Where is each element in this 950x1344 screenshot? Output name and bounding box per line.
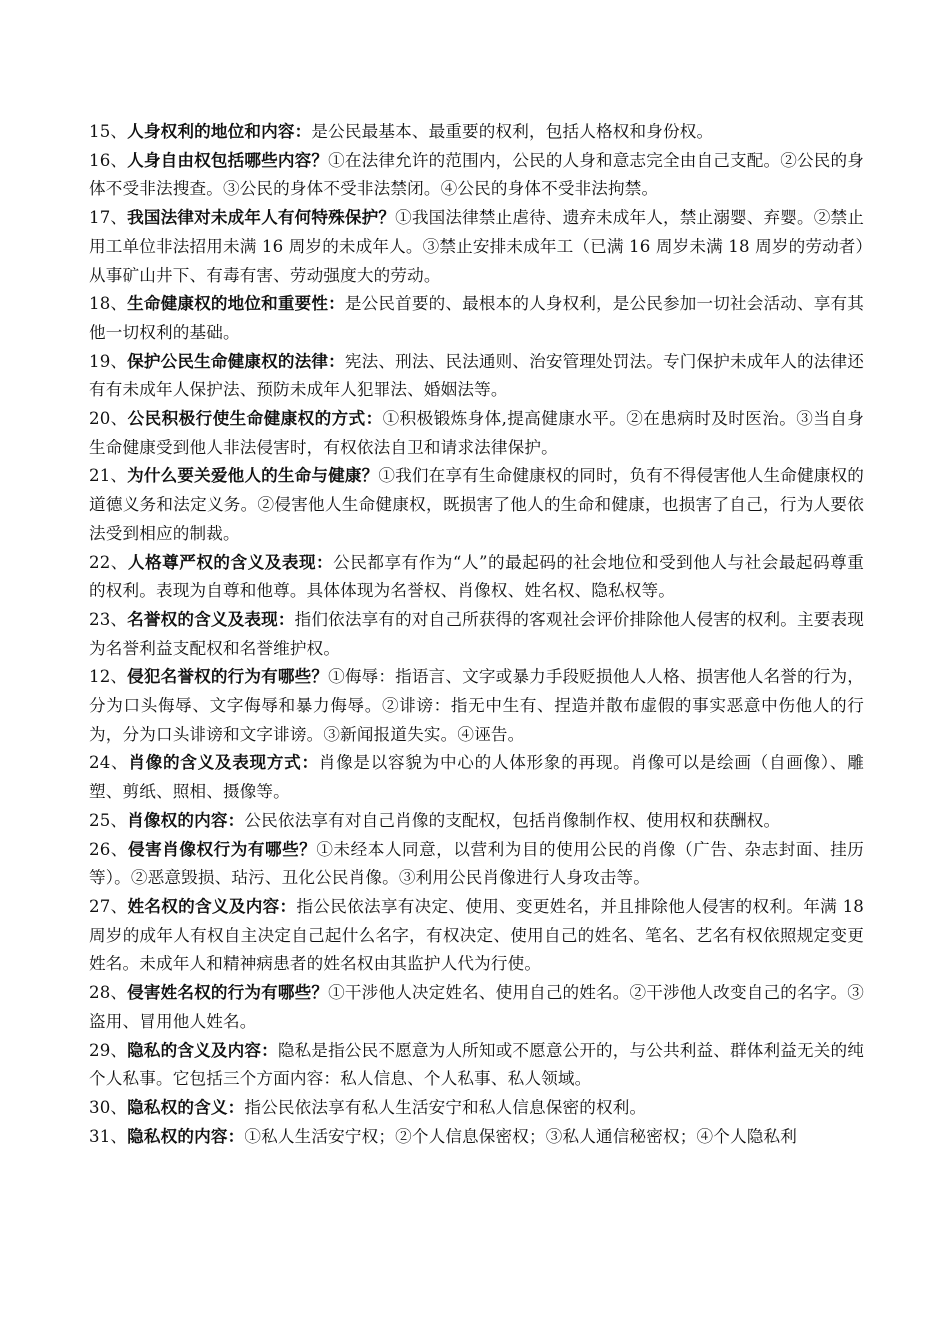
item-number: 29、 xyxy=(89,1040,128,1060)
item-question: 名誉权的含义及表现： xyxy=(127,609,295,629)
item-number: 21、 xyxy=(89,466,128,486)
item-19 xyxy=(89,348,864,405)
item-question: 人格尊严权的含义及表现： xyxy=(127,552,334,572)
item-answer: 指公民依法享有决定、使用、变更姓名，并且排除他人侵害的权利。年满 18 周岁的成年人有权自主决定自己起什么名字，有权决定、使用自己的姓名、笔名、艺名有权依照规定变更姓名。未成年人和精神病患者的姓名权由其监护人代为行使。 xyxy=(89,896,864,974)
item-26 xyxy=(89,836,864,893)
item-number: 24、 xyxy=(89,753,129,773)
item-question: 姓名权的含义及内容： xyxy=(127,896,297,916)
item-answer: ①积极锻炼身体,提高健康水平。②在患病时及时医治。③当自身生命健康受到他人非法侵害时，有权依法自卫和请求法律保护。 xyxy=(89,409,864,457)
item-number: 15、 xyxy=(89,122,128,141)
item-number: 28、 xyxy=(89,983,128,1003)
item-answer: 指们依法享有的对自己所获得的客观社会评价排除他人侵害的权利。主要表现为名誉利益支配权和名誉维护权。 xyxy=(89,609,864,658)
item-31 xyxy=(89,1123,864,1152)
document-page xyxy=(89,118,864,1151)
item-number: 23、 xyxy=(89,609,128,629)
item-number: 18、 xyxy=(89,294,128,314)
item-answer: 是公民首要的、最根本的人身权利，是公民参加一切社会活动、享有其他一切权利的基础。 xyxy=(89,294,864,342)
item-question: 侵犯名誉权的行为有哪些？ xyxy=(127,667,329,687)
item-question: 隐私的含义及内容： xyxy=(127,1040,278,1060)
item-answer: ①在法律允许的范围内，公民的人身和意志完全由自己支配。②公民的身体不受非法搜查。③公民的身体不受非法禁闭。④公民的身体不受非法拘禁。 xyxy=(89,150,864,199)
item-number: 27、 xyxy=(89,896,128,916)
item-question: 肖像的含义及表现方式： xyxy=(128,753,319,773)
item-16 xyxy=(89,147,864,204)
item-answer: ①私人生活安宁权；②个人信息保密权；③私人通信秘密权；④个人隐私利 xyxy=(244,1126,797,1146)
item-number: 22、 xyxy=(89,552,128,572)
item-answer: 宪法、刑法、民法通则、治安管理处罚法。专门保护未成年人的法律还有有未成年人保护法、预防未成年人犯罪法、婚姻法等。 xyxy=(89,351,864,400)
item-number: 26、 xyxy=(89,839,128,859)
item-12 xyxy=(89,663,864,749)
item-answer: ①我们在享有生命健康权的同时，负有不得侵害他人生命健康权的道德义务和法定义务。②侵害他人生命健康权，既损害了他人的生命和健康，也损害了自己，行为人要依法受到相应的制裁。 xyxy=(89,466,864,543)
item-question: 生命健康权的地位和重要性： xyxy=(127,294,345,314)
item-25 xyxy=(89,807,864,836)
item-question: 肖像权的内容： xyxy=(127,810,245,830)
item-question: 侵害肖像权行为有哪些？ xyxy=(127,839,317,859)
item-question: 侵害姓名权的行为有哪些？ xyxy=(127,983,329,1003)
item-27 xyxy=(89,893,864,979)
item-18 xyxy=(89,290,864,347)
item-28 xyxy=(89,979,864,1036)
item-number: 20、 xyxy=(89,409,128,429)
item-answer: 公民依法享有对自己肖像的支配权，包括肖像制作权、使用权和获酬权。 xyxy=(244,810,781,830)
item-answer: 肖像是以容貌为中心的人体形象的再现。肖像可以是绘画（自画像）、雕塑、剪纸、照相、摄像等。 xyxy=(89,753,864,802)
item-number: 17、 xyxy=(89,208,128,228)
item-question: 保护公民生命健康权的法律： xyxy=(127,351,345,371)
item-17 xyxy=(89,204,864,290)
item-answer: ①干涉他人决定姓名、使用自己的姓名。②干涉他人改变自己的名字。③盗用、冒用他人姓名。 xyxy=(89,983,864,1031)
item-number: 30、 xyxy=(89,1097,128,1117)
item-answer: 公民都享有作为“人”的最起码的社会地位和受到他人与社会最起码尊重的权利。表现为自尊和他尊。具体体现为名誉权、肖像权、姓名权、隐私权等。 xyxy=(89,552,864,601)
item-answer: 指公民依法享有私人生活安宁和私人信息保密的权利。 xyxy=(244,1097,647,1117)
item-20 xyxy=(89,405,864,462)
item-number: 16、 xyxy=(89,150,128,170)
item-answer: 是公民最基本、最重要的权利，包括人格权和身份权。 xyxy=(311,122,714,141)
item-22 xyxy=(89,549,864,606)
item-question: 为什么要关爱他人的生命与健康？ xyxy=(127,466,379,486)
item-23 xyxy=(89,606,864,663)
item-question: 人身自由权包括哪些内容？ xyxy=(127,150,329,170)
item-15 xyxy=(89,118,864,147)
item-number: 12、 xyxy=(89,667,128,687)
item-answer: ①我国法律禁止虐待、遗弃未成年人，禁止溺婴、弃婴。②禁止用工单位非法招用未满 16 周岁的未成年人。③禁止安排未成年工（已满 16 周岁未满 18 周岁的劳动者）从事矿山井下、有毒有害、劳动强度大的劳动。 xyxy=(89,208,864,285)
item-number: 25、 xyxy=(89,810,128,830)
item-number: 31、 xyxy=(89,1126,128,1146)
item-answer: 隐私是指公民不愿意为人所知或不愿意公开的，与公共利益、群体利益无关的纯个人私事。它包括三个方面内容：私人信息、个人私事、私人领域。 xyxy=(89,1040,864,1089)
item-30 xyxy=(89,1094,864,1123)
item-answer: ①未经本人同意，以营利为目的使用公民的肖像（广告、杂志封面、挂历等）。②恶意毁损、玷污、丑化公民肖像。③利用公民肖像进行人身攻击等。 xyxy=(89,839,864,888)
item-21 xyxy=(89,462,864,548)
item-24 xyxy=(89,749,864,806)
item-question: 隐私权的内容： xyxy=(127,1126,245,1146)
item-29 xyxy=(89,1037,864,1094)
item-answer: ①侮辱：指语言、文字或暴力手段贬损他人人格、损害他人名誉的行为，分为口头侮辱、文字侮辱和暴力侮辱。②诽谤：指无中生有、捏造并散布虚假的事实恶意中伤他人的行为，分为口头诽谤和文字诽谤。③新闻报道失实。④诬告。 xyxy=(89,667,864,744)
item-question: 公民积极行使生命健康权的方式： xyxy=(127,409,383,429)
item-question: 隐私权的含义： xyxy=(127,1097,245,1117)
item-question: 人身权利的地位和内容： xyxy=(127,122,312,141)
item-question: 我国法律对未成年人有何特殊保护？ xyxy=(127,208,396,228)
item-number: 19、 xyxy=(89,351,128,371)
